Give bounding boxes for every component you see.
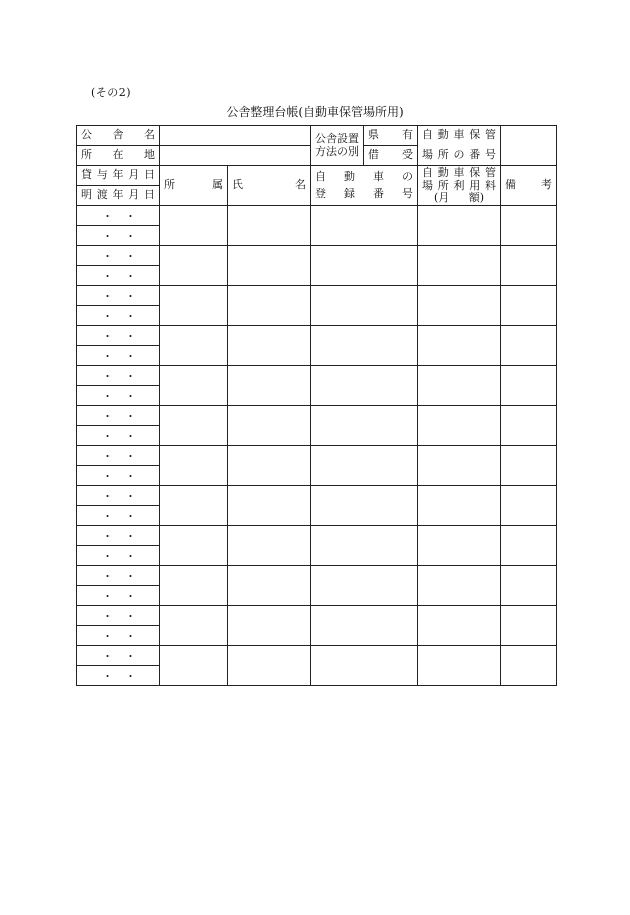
- date-dot: ・: [102, 529, 113, 543]
- label-char: 舎: [112, 128, 124, 142]
- meiwatashi-date-cell[interactable]: [77, 346, 160, 366]
- registration-cell[interactable]: [311, 606, 418, 646]
- hokan-label-1: [418, 126, 501, 146]
- shimei-cell[interactable]: [228, 566, 311, 606]
- label-char: 所: [81, 148, 92, 162]
- biko-cell[interactable]: [501, 286, 557, 326]
- label-char: の: [402, 169, 413, 183]
- fee-cell[interactable]: [418, 646, 501, 686]
- shozoku-cell[interactable]: [160, 366, 228, 406]
- meiwatashi-date-cell[interactable]: [77, 306, 160, 326]
- meiwatashi-date-cell[interactable]: [77, 466, 160, 486]
- date-dot: ・: [125, 669, 136, 683]
- taiyo-date-cell[interactable]: [77, 286, 160, 306]
- registration-header: [311, 166, 418, 206]
- label-char: 月: [128, 168, 140, 182]
- registration-cell[interactable]: [311, 206, 418, 246]
- fee-cell[interactable]: [418, 286, 501, 326]
- setchi-label: [311, 126, 364, 166]
- date-dot: ・: [102, 389, 113, 403]
- shimei-cell[interactable]: [228, 486, 311, 526]
- taiyo-date-cell[interactable]: [77, 206, 160, 226]
- table-row: [77, 366, 557, 386]
- taiyo-date-cell[interactable]: [77, 606, 160, 626]
- label-char: 備: [505, 178, 516, 192]
- shozoku-cell[interactable]: [160, 646, 228, 686]
- fee-cell[interactable]: [418, 366, 501, 406]
- date-dot: ・: [125, 629, 136, 643]
- table-row: [77, 446, 557, 466]
- date-dot: ・: [125, 389, 136, 403]
- date-dot: ・: [102, 229, 113, 243]
- label-char: 名: [144, 128, 155, 142]
- label-char: 方: [315, 144, 326, 158]
- date-dot: ・: [125, 569, 136, 583]
- fee-header: [418, 166, 501, 206]
- kosha-mei-label: [77, 126, 160, 146]
- date-dot: ・: [102, 549, 113, 563]
- label-char: 動: [344, 169, 355, 183]
- label-char: 車: [453, 128, 465, 142]
- date-dot: ・: [102, 609, 113, 623]
- fee-cell[interactable]: [418, 486, 501, 526]
- shimei-cell[interactable]: [228, 246, 311, 286]
- table-row: [77, 406, 557, 426]
- meiwatashi-date-cell[interactable]: [77, 626, 160, 646]
- date-dot: ・: [125, 209, 136, 223]
- label-char: 所: [437, 178, 449, 192]
- label-char: 在: [112, 148, 124, 162]
- date-dot: ・: [125, 489, 136, 503]
- date-dot: ・: [125, 429, 136, 443]
- shozoku-cell[interactable]: [160, 486, 228, 526]
- shozoku-cell[interactable]: [160, 326, 228, 366]
- registration-cell[interactable]: [311, 486, 418, 526]
- label-char: 有: [402, 128, 413, 142]
- fee-cell[interactable]: [418, 526, 501, 566]
- fee-cell[interactable]: [418, 406, 501, 446]
- taiyo-date-cell[interactable]: [77, 326, 160, 346]
- taiyo-date-cell[interactable]: [77, 486, 160, 506]
- date-dot: ・: [125, 549, 136, 563]
- shozoku-header: [160, 166, 228, 206]
- registration-cell[interactable]: [311, 566, 418, 606]
- biko-cell[interactable]: [501, 646, 557, 686]
- taiyo-date-cell[interactable]: [77, 646, 160, 666]
- taiyo-date-cell[interactable]: [77, 446, 160, 466]
- meiwatashi-date-cell[interactable]: [77, 506, 160, 526]
- shozaichi-label: [77, 146, 160, 166]
- table-row: [77, 526, 557, 546]
- label-char: 動: [437, 128, 449, 142]
- label-char: 月: [128, 188, 140, 201]
- biko-cell[interactable]: [501, 486, 557, 526]
- date-dot: ・: [125, 609, 136, 623]
- label-char: 受: [402, 148, 413, 162]
- label-char: 年: [112, 188, 124, 201]
- label-char: 考: [541, 178, 552, 192]
- registration-cell[interactable]: [311, 446, 418, 486]
- date-dot: ・: [102, 569, 113, 583]
- label-char: 号: [402, 186, 413, 200]
- label-char: 貸: [81, 168, 92, 182]
- shimei-cell[interactable]: [228, 366, 311, 406]
- date-dot: ・: [125, 369, 136, 383]
- label-char: 所: [437, 147, 449, 161]
- date-dot: ・: [102, 629, 113, 643]
- meiwatashi-date-cell[interactable]: [77, 586, 160, 606]
- label-char: 法: [326, 144, 337, 158]
- label-char: 自: [315, 169, 326, 183]
- label-char: 与: [96, 168, 108, 182]
- meiwatashi-date-cell[interactable]: [77, 266, 160, 286]
- table-row: [77, 606, 557, 626]
- label-char: 舎: [326, 131, 337, 145]
- biko-cell[interactable]: [501, 366, 557, 406]
- shimei-cell[interactable]: [228, 446, 311, 486]
- date-dot: ・: [102, 249, 113, 263]
- table-row: [77, 566, 557, 586]
- label-char: の: [453, 147, 465, 161]
- registration-cell[interactable]: [311, 526, 418, 566]
- date-dot: ・: [125, 329, 136, 343]
- biko-cell[interactable]: [501, 326, 557, 366]
- date-dot: ・: [102, 649, 113, 663]
- date-dot: ・: [102, 669, 113, 683]
- page-label: (その2): [91, 86, 132, 99]
- shozoku-cell[interactable]: [160, 526, 228, 566]
- label-char: 号: [485, 147, 496, 161]
- document-title: 公舎整理台帳(自動車保管場所用): [226, 105, 404, 119]
- label-char: 公: [81, 128, 92, 142]
- shimei-cell[interactable]: [228, 206, 311, 246]
- label-char: 動: [437, 166, 449, 180]
- meiwatashi-date-cell[interactable]: [77, 666, 160, 686]
- taiyo-date-cell[interactable]: [77, 406, 160, 426]
- fee-cell[interactable]: [418, 326, 501, 366]
- shimei-cell[interactable]: [228, 526, 311, 566]
- biko-cell[interactable]: [501, 526, 557, 566]
- label-char: 設: [337, 131, 348, 145]
- registration-cell[interactable]: [311, 246, 418, 286]
- shozoku-cell[interactable]: [160, 606, 228, 646]
- label-char: 料: [485, 178, 496, 192]
- date-dot: ・: [102, 269, 113, 283]
- label-char: 属: [212, 178, 223, 192]
- label-char: 日: [144, 168, 155, 182]
- label-char: 録: [344, 186, 355, 200]
- kosha-mei-field[interactable]: [160, 126, 311, 146]
- taiyo-date-cell[interactable]: [77, 566, 160, 586]
- date-dot: ・: [102, 309, 113, 323]
- shozoku-cell[interactable]: [160, 406, 228, 446]
- table-row: [77, 286, 557, 306]
- table-row: [77, 646, 557, 666]
- date-dot: ・: [102, 469, 113, 483]
- label-char: 自: [422, 128, 433, 142]
- meiwatashi-date-cell[interactable]: [77, 546, 160, 566]
- label-char: 借: [368, 148, 379, 162]
- shimei-cell[interactable]: [228, 606, 311, 646]
- shozoku-cell[interactable]: [160, 286, 228, 326]
- table-row: [77, 486, 557, 506]
- shimei-cell[interactable]: [228, 646, 311, 686]
- biko-cell[interactable]: [501, 566, 557, 606]
- hokan-field[interactable]: [501, 126, 557, 166]
- date-dot: ・: [102, 329, 113, 343]
- fee-cell[interactable]: [418, 566, 501, 606]
- fee-cell[interactable]: [418, 446, 501, 486]
- date-dot: ・: [125, 349, 136, 363]
- date-dot: ・: [102, 449, 113, 463]
- shimei-cell[interactable]: [228, 286, 311, 326]
- label-char: (月: [434, 191, 450, 205]
- label-char: 管: [485, 166, 496, 180]
- shimei-cell[interactable]: [228, 326, 311, 366]
- date-dot: ・: [125, 649, 136, 663]
- hokan-label-2: [418, 146, 501, 166]
- table-row: [77, 326, 557, 346]
- label-char: 場: [422, 147, 433, 161]
- registration-cell[interactable]: [311, 646, 418, 686]
- label-char: 渡: [96, 188, 108, 201]
- label-char: 名: [295, 178, 306, 192]
- ledger-table: [76, 125, 557, 686]
- biko-cell[interactable]: [501, 606, 557, 646]
- registration-cell[interactable]: [311, 406, 418, 446]
- label-char: 明: [81, 188, 92, 201]
- date-dot: ・: [125, 589, 136, 603]
- date-header: [77, 166, 160, 206]
- date-dot: ・: [102, 289, 113, 303]
- biko-cell[interactable]: [501, 406, 557, 446]
- meiwatashi-date-cell[interactable]: [77, 386, 160, 406]
- date-dot: ・: [125, 229, 136, 243]
- fee-cell[interactable]: [418, 606, 501, 646]
- shozoku-cell[interactable]: [160, 206, 228, 246]
- shozoku-cell[interactable]: [160, 566, 228, 606]
- date-dot: ・: [102, 409, 113, 423]
- label-char: 保: [469, 128, 481, 142]
- taiyo-date-cell[interactable]: [77, 366, 160, 386]
- shozoku-cell[interactable]: [160, 446, 228, 486]
- date-dot: ・: [125, 249, 136, 263]
- table-row: [77, 206, 557, 226]
- fee-cell[interactable]: [418, 206, 501, 246]
- kenyu-label: [364, 126, 418, 146]
- label-char: 登: [315, 186, 326, 200]
- label-char: 番: [373, 186, 384, 200]
- label-char: の: [337, 144, 348, 158]
- label-char: 番: [469, 147, 481, 161]
- taiyo-date-cell[interactable]: [77, 526, 160, 546]
- date-dot: ・: [125, 309, 136, 323]
- date-dot: ・: [102, 509, 113, 523]
- label-char: 額): [468, 191, 484, 205]
- meiwatashi-date-cell[interactable]: [77, 426, 160, 446]
- shimei-cell[interactable]: [228, 406, 311, 446]
- date-dot: ・: [125, 289, 136, 303]
- label-char: 保: [469, 166, 481, 180]
- biko-cell[interactable]: [501, 246, 557, 286]
- date-dot: ・: [125, 509, 136, 523]
- label-char: 所: [164, 178, 175, 192]
- shozaichi-field[interactable]: [160, 146, 311, 166]
- label-char: 日: [144, 188, 155, 201]
- shimei-header: [228, 166, 311, 206]
- label-char: 置: [348, 131, 359, 145]
- registration-cell[interactable]: [311, 286, 418, 326]
- meiwatashi-date-cell[interactable]: [77, 226, 160, 246]
- biko-header: [501, 166, 557, 206]
- label-char: 車: [453, 166, 465, 180]
- header-row-3: [77, 166, 557, 206]
- biko-cell[interactable]: [501, 206, 557, 246]
- date-dot: ・: [125, 269, 136, 283]
- table-row: [77, 246, 557, 266]
- header-row-1: [77, 126, 557, 146]
- label-char: 公: [315, 131, 326, 145]
- label-char: 管: [485, 128, 496, 142]
- date-dot: ・: [102, 209, 113, 223]
- date-dot: ・: [102, 369, 113, 383]
- registration-cell[interactable]: [311, 326, 418, 366]
- taiyo-date-cell[interactable]: [77, 246, 160, 266]
- date-dot: ・: [125, 409, 136, 423]
- date-dot: ・: [125, 529, 136, 543]
- shakuju-label: [364, 146, 418, 166]
- label-char: 氏: [232, 178, 243, 192]
- label-char: 利: [453, 178, 465, 192]
- date-dot: ・: [102, 349, 113, 363]
- date-dot: ・: [125, 469, 136, 483]
- date-dot: ・: [102, 589, 113, 603]
- label-char: 別: [348, 144, 359, 158]
- date-dot: ・: [125, 449, 136, 463]
- registration-cell[interactable]: [311, 366, 418, 406]
- label-char: 県: [368, 128, 379, 142]
- label-char: 地: [144, 148, 155, 162]
- biko-cell[interactable]: [501, 446, 557, 486]
- label-char: 自: [422, 166, 433, 180]
- label-char: 用: [469, 178, 481, 192]
- date-dot: ・: [102, 489, 113, 503]
- label-char: 車: [373, 169, 384, 183]
- label-char: 年: [112, 168, 124, 182]
- label-char: 場: [422, 178, 433, 192]
- date-dot: ・: [102, 429, 113, 443]
- shozoku-cell[interactable]: [160, 246, 228, 286]
- fee-cell[interactable]: [418, 246, 501, 286]
